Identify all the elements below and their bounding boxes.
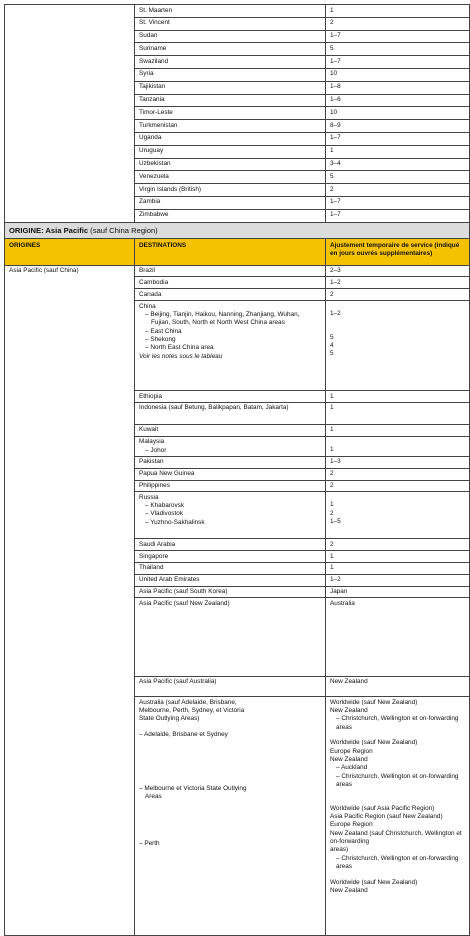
destination-cell: Swaziland <box>135 56 326 69</box>
china-item: – Beijing, Tianjin, Haikou, Nanning, Zhanjiang, Wuhan, <box>145 310 300 318</box>
destination-cell <box>135 492 326 539</box>
china-value: 1–2 <box>330 310 341 318</box>
section-title <box>5 222 470 238</box>
section-suffix: (sauf China Region) <box>88 225 158 235</box>
origin-cell <box>5 5 135 223</box>
origin-line: – Melbourne et Victoria State Outlying <box>139 785 247 793</box>
destination-cell: Pakistan <box>135 456 326 468</box>
value-cell: 2 <box>326 17 470 30</box>
continued-rows <box>5 5 470 223</box>
destination-line: Worldwide (sauf Asia Pacific Region) <box>330 804 435 812</box>
russia-value: 1–5 <box>330 518 341 526</box>
destination-cell: St. Vincent <box>135 17 326 30</box>
destination-line: Europe Region <box>330 821 373 829</box>
value-cell: 2 <box>326 184 470 197</box>
destination-line: Worldwide (sauf New Zealand) <box>330 698 418 706</box>
section-header-row <box>5 222 470 238</box>
origin-line: Australia (sauf Adelaide, Brisbane, <box>139 698 237 706</box>
value-cell: 2 <box>326 289 470 301</box>
destination-cell: Uganda <box>135 132 326 145</box>
value-cell: 8–9 <box>326 120 470 133</box>
header-origins: ORIGINES <box>5 238 135 265</box>
destination-cell: Australia <box>326 598 470 676</box>
destination-line: Asia Pacific Region (sauf New Zealand) <box>330 812 443 820</box>
value-cell: 5 <box>326 43 470 56</box>
section-label: ORIGINE: Asia Pacific <box>9 225 89 235</box>
origin-line: State Outlying Areas) <box>139 715 200 723</box>
value-cell <box>326 492 470 539</box>
value-cell: 1–7 <box>326 196 470 209</box>
origin-line: – Perth <box>139 839 160 847</box>
header-adjustment: Ajustement temporaire de service (indiqué en jours ouvrés supplémentaires) <box>326 238 470 265</box>
china-value: 5 <box>330 350 334 358</box>
destination-cell: Brazil <box>135 265 326 277</box>
destination-cell: Syria <box>135 68 326 81</box>
destination-cell: Ethiopia <box>135 391 326 403</box>
russia-item: – Vladivostok <box>145 510 184 518</box>
destination-cell: New Zealand <box>326 676 470 696</box>
value-cell: 1–8 <box>326 81 470 94</box>
destination-cell: St. Maarten <box>135 5 326 18</box>
value-cell: 1–7 <box>326 132 470 145</box>
value-cell: 1 <box>326 424 470 436</box>
destination-line: New Zealand <box>330 887 368 895</box>
value-cell <box>326 436 470 456</box>
russia-value: 1 <box>330 501 334 509</box>
destination-cell: Canada <box>135 289 326 301</box>
origin-cell: Asia Pacific (sauf Australia) <box>135 676 326 696</box>
destination-cell: Zambia <box>135 196 326 209</box>
destination-line: – Christchurch, Wellington et on-forwarding areas <box>336 772 459 789</box>
destination-cell: Virgin Islands (British) <box>135 184 326 197</box>
value-cell: 1 <box>326 5 470 18</box>
value-cell <box>326 301 470 391</box>
destination-line: New Zealand (sauf Christchurch, Wellington et on-forwarding <box>330 829 462 845</box>
header-destinations: DESTINATIONS <box>135 238 326 265</box>
china-item: – North East China area <box>145 344 214 352</box>
china-value: 5 <box>330 333 334 341</box>
destination-cell: Uruguay <box>135 145 326 158</box>
origin-cell: Asia Pacific (sauf China) <box>5 265 135 936</box>
russia-title: Russia <box>139 493 159 501</box>
table-row <box>5 5 470 18</box>
china-value: 4 <box>330 341 334 349</box>
value-cell: 3–4 <box>326 158 470 171</box>
destination-line: New Zealand <box>330 706 368 714</box>
russia-item: – Yuzhno-Sakhalinsk <box>145 518 205 526</box>
origin-line: Areas <box>145 793 162 801</box>
origin-cell: Asia Pacific (sauf New Zealand) <box>135 598 326 676</box>
value-cell: 2 <box>326 539 470 551</box>
value-cell: 1 <box>326 551 470 563</box>
service-adjustment-table <box>4 4 470 936</box>
value-cell: 1 <box>326 145 470 158</box>
asia-pacific-section <box>5 222 470 936</box>
value-cell: 2 <box>326 468 470 480</box>
destination-line: Worldwide (sauf New Zealand) <box>330 878 418 886</box>
column-header-row <box>5 238 470 265</box>
destination-line: areas) <box>330 846 349 854</box>
destination-cell: Tajikistan <box>135 81 326 94</box>
russia-item: – Khabarovsk <box>145 502 185 510</box>
destination-line: – Christchurch, Wellington et on-forwarding areas <box>336 715 459 731</box>
china-item: – East China <box>145 327 182 335</box>
destination-cell: United Arab Emirates <box>135 574 326 586</box>
value-cell: 10 <box>326 107 470 120</box>
origin-line: Melbourne, Perth, Sydney, et Victoria <box>139 706 245 714</box>
destination-line: Worldwide (sauf New Zealand) <box>330 739 418 747</box>
destination-cell <box>135 436 326 456</box>
destination-cell: Suriname <box>135 43 326 56</box>
destination-cell <box>326 697 470 936</box>
malaysia-title: Malaysia <box>139 438 165 446</box>
destination-cell <box>135 301 326 391</box>
origin-cell: Asia Pacific (sauf South Korea) <box>135 586 326 598</box>
china-note: Voir les notes sous le tableau <box>139 352 223 360</box>
destination-cell: Japan <box>326 586 470 598</box>
value-cell: 1 <box>326 402 470 424</box>
destination-cell: Turkmenistan <box>135 120 326 133</box>
destination-line: – Christchurch, Wellington et on-forwarding areas <box>336 854 459 870</box>
destination-line: – Auckland <box>336 764 368 772</box>
destination-line: New Zealand <box>330 756 368 764</box>
value-cell: 1–3 <box>326 456 470 468</box>
destination-cell: Kuwait <box>135 424 326 436</box>
value-cell: 1–2 <box>326 574 470 586</box>
destination-line: Europe Region <box>330 747 373 755</box>
value-cell: 2–3 <box>326 265 470 277</box>
destination-cell: Singapore <box>135 551 326 563</box>
destination-cell: Venezuela <box>135 171 326 184</box>
destination-cell: Sudan <box>135 30 326 43</box>
destination-cell: Saudi Arabia <box>135 539 326 551</box>
destination-cell: Cambodia <box>135 277 326 289</box>
malaysia-item: – Johor <box>145 446 167 454</box>
destination-cell: Tanzania <box>135 94 326 107</box>
china-title: China <box>139 302 156 310</box>
value-cell: 1–6 <box>326 94 470 107</box>
value-cell: 2 <box>326 480 470 492</box>
destination-cell: Indonesia (sauf Betung, Balikpapan, Batam, Jakarta) <box>135 402 326 424</box>
destination-cell: Papua New Guinea <box>135 468 326 480</box>
value-cell: 10 <box>326 68 470 81</box>
table-row <box>5 265 470 277</box>
russia-value: 2 <box>330 509 334 517</box>
value-cell: 1 <box>326 562 470 574</box>
value-cell: 1–7 <box>326 56 470 69</box>
origin-cell <box>135 697 326 936</box>
value-cell: 1–7 <box>326 30 470 43</box>
destination-cell: Thailand <box>135 562 326 574</box>
destination-cell: Philippines <box>135 480 326 492</box>
malaysia-value: 1 <box>330 445 334 453</box>
china-item: – Shekong <box>145 335 176 343</box>
value-cell: 5 <box>326 171 470 184</box>
destination-cell: Timor-Leste <box>135 107 326 120</box>
destination-cell: Uzbekistan <box>135 158 326 171</box>
value-cell: 1–2 <box>326 277 470 289</box>
origin-line: – Adelaide, Brisbane et Sydney <box>139 731 228 739</box>
value-cell: 1 <box>326 391 470 403</box>
value-cell: 1–7 <box>326 209 470 222</box>
china-item-cont: Fujian, South, North et North West China areas <box>151 319 285 327</box>
destination-cell: Zimbabwe <box>135 209 326 222</box>
